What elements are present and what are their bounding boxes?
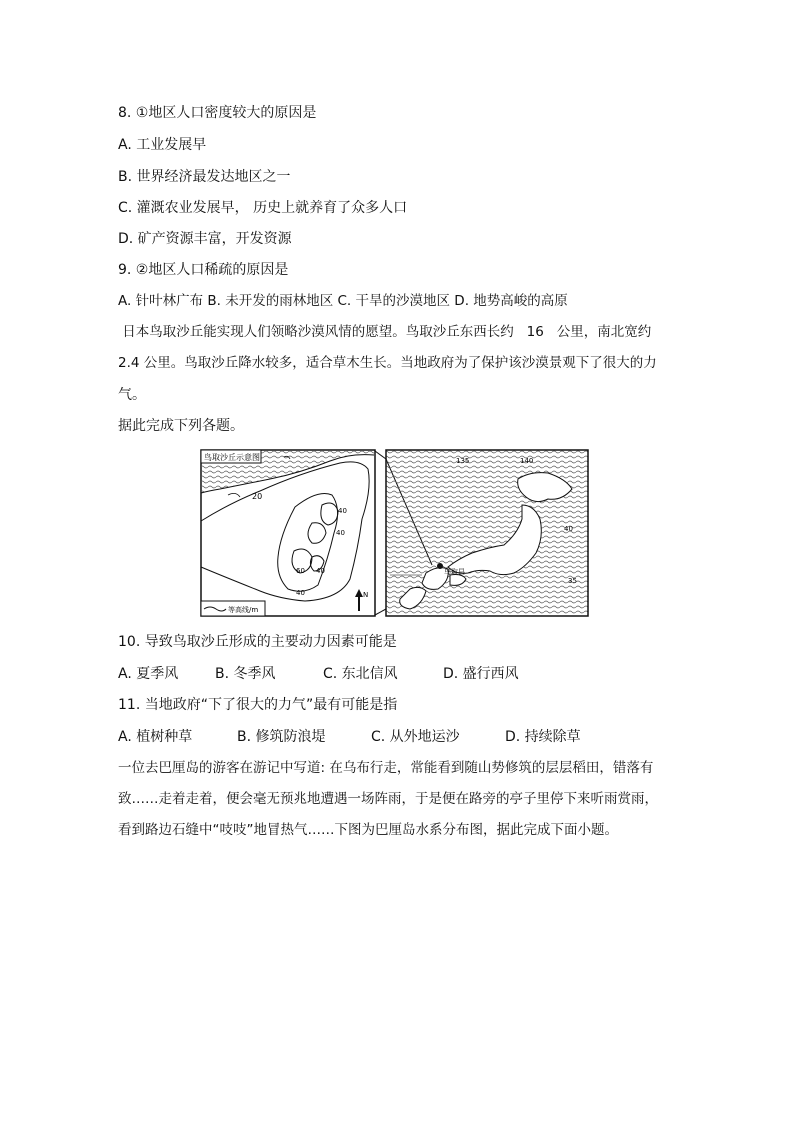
q8-stem: 8. ①地区人口密度较大的原因是 [118,105,317,121]
legend-label: 等高线/m [228,606,259,614]
contour-label: 40 [336,529,345,537]
q9-options: A. 针叶林广布 B. 未开发的雨林地区 C. 干旱的沙漠地区 D. 地势高峻的高原 [118,293,568,309]
dune-detail-panel [201,450,375,616]
q11-option-c: C. 从外地运沙 [371,729,460,745]
contour-label: 40 [296,589,305,597]
q8-option-b: B. 世界经济最发达地区之一 [118,169,291,185]
tottori-map-figure [200,449,590,619]
q10-stem: 10. 导致鸟取沙丘形成的主要动力因素可能是 [118,634,397,650]
contour-label: 40 [338,507,347,515]
svg-text:N: N [363,591,369,599]
passage1-line4: 据此完成下列各题。 [118,418,244,434]
japan-location-panel [386,450,588,616]
q11-stem: 11. 当地政府“下了很大的力气”最有可能是指 [118,697,398,713]
contour-label: 60 [296,567,305,575]
q11-option-a: A. 植树种草 [118,729,193,745]
q9-stem: 9. ②地区人口稀疏的原因是 [118,262,289,278]
passage1-line1: 日本鸟取沙丘能实现人们领略沙漠风情的愿望。鸟取沙丘东西长约 16 公里，南北宽约 [118,324,652,340]
passage1-line3: 气。 [118,387,146,403]
passage2-line2: 致……走着走着，便会毫无预兆地遭遇一场阵雨，于是便在路旁的亭子里停下来听雨赏雨， [118,791,658,807]
city-label: 鸟取县 [444,568,465,576]
latitude-label: 40 [564,525,573,533]
contour-label: 20 [252,492,263,501]
q8-option-a: A. 工业发展早 [118,137,207,153]
passage2-line3: 看到路边石缝中“吱吱”地冒热气……下图为巴厘岛水系分布图，据此完成下面小题。 [118,822,618,838]
q10-option-b: B. 冬季风 [215,666,276,682]
passage2-line1: 一位去巴厘岛的游客在游记中写道: 在乌布行走，常能看到随山势修筑的层层稻田，错落有 [118,760,654,776]
q10-option-c: C. 东北信风 [323,666,398,682]
q8-option-d: D. 矿产资源丰富，开发资源 [118,231,292,247]
q11-option-b: B. 修筑防浪堤 [237,729,326,745]
q10-option-d: D. 盛行西风 [443,666,519,682]
q11-option-d: D. 持续除草 [505,729,581,745]
longitude-label: 140 [520,457,534,465]
latitude-label: 35 [568,577,577,585]
contour-label: 40 [316,567,325,575]
left-panel-title: 鸟取沙丘示意图 [204,453,260,462]
longitude-label: 135 [456,457,470,465]
q8-option-c: C. 灌溉农业发展早， 历史上就养育了众多人口 [118,200,408,216]
tottori-marker-icon [437,563,443,569]
q10-option-a: A. 夏季风 [118,666,179,682]
passage1-line2: 2.4 公里。鸟取沙丘降水较多，适合草木生长。当地政府为了保护该沙漠景观下了很大的力 [118,355,657,371]
